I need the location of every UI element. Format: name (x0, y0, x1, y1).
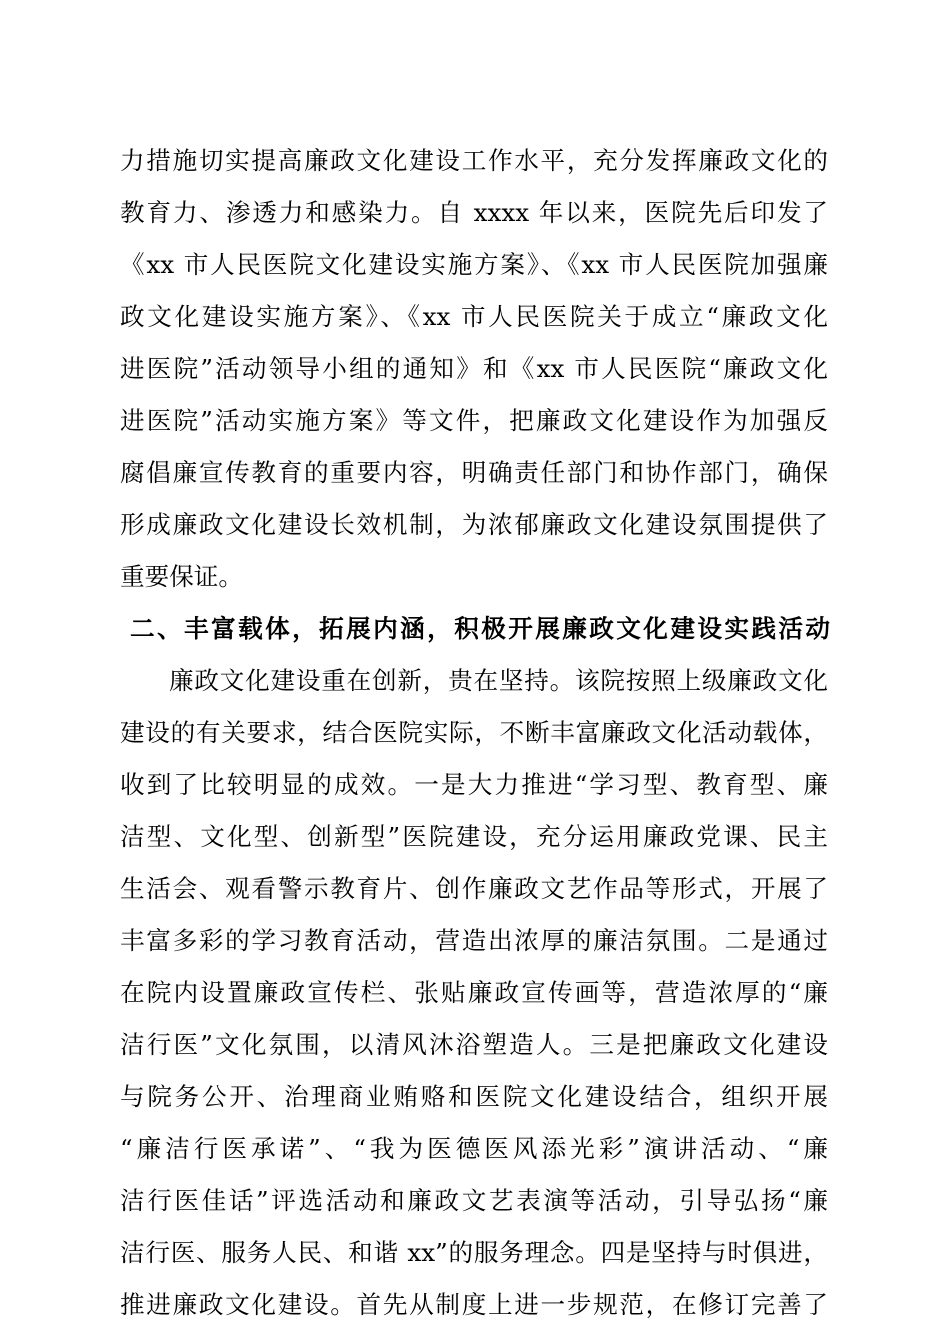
paragraph-line: 重要保证。 (120, 562, 243, 591)
paragraph-line: “廉洁行医承诺”、“我为医德医风添光彩”演讲活动、“廉 (120, 1134, 828, 1163)
paragraph-line: 在院内设置廉政宣传栏、张贴廉政宣传画等，营造浓厚的“廉 (120, 978, 828, 1007)
paragraph-line: 收到了比较明显的成效。一是大力推进“学习型、教育型、廉 (120, 770, 828, 799)
paragraph-line: 腐倡廉宣传教育的重要内容，明确责任部门和协作部门，确保 (120, 458, 828, 487)
paragraph-line: 洁行医”文化氛围，以清风沐浴塑造人。三是把廉政文化建设 (120, 1030, 828, 1059)
section-heading: 二、丰富载体，拓展内涵，积极开展廉政文化建设实践活动 (130, 614, 830, 643)
paragraph-line: 进医院”活动实施方案》等文件，把廉政文化建设作为加强反 (120, 406, 828, 435)
paragraph-line: 教育力、渗透力和感染力。自 xxxx 年以来，医院先后印发了 (120, 198, 828, 227)
paragraph-line: 丰富多彩的学习教育活动，营造出浓厚的廉洁氛围。二是通过 (120, 926, 828, 955)
paragraph-line: 进医院”活动领导小组的通知》和《xx 市人民医院“廉政文化 (120, 354, 828, 383)
paragraph-line: 与院务公开、治理商业贿赂和医院文化建设结合，组织开展 (120, 1082, 828, 1111)
paragraph-line: 推进廉政文化建设。首先从制度上进一步规范，在修订完善了 (120, 1290, 828, 1319)
paragraph-line: 《xx 市人民医院文化建设实施方案》、《xx 市人民医院加强廉 (120, 250, 828, 279)
paragraph-line: 洁行医、服务人民、和谐 xx”的服务理念。四是坚持与时俱进， (120, 1238, 828, 1267)
paragraph-line: 力措施切实提高廉政文化建设工作水平，充分发挥廉政文化的 (120, 146, 828, 175)
paragraph-line: 洁行医佳话”评选活动和廉政文艺表演等活动，引导弘扬“廉 (120, 1186, 828, 1215)
paragraph-line: 政文化建设实施方案》、《xx 市人民医院关于成立“廉政文化 (120, 302, 828, 331)
paragraph-line: 洁型、文化型、创新型”医院建设，充分运用廉政党课、民主 (120, 822, 828, 851)
paragraph-line: 形成廉政文化建设长效机制，为浓郁廉政文化建设氛围提供了 (120, 510, 828, 539)
paragraph-line: 建设的有关要求，结合医院实际，不断丰富廉政文化活动载体， (120, 718, 828, 747)
paragraph-line: 生活会、观看警示教育片、创作廉政文艺作品等形式，开展了 (120, 874, 828, 903)
paragraph-line: 廉政文化建设重在创新，贵在坚持。该院按照上级廉政文化 (169, 666, 828, 695)
